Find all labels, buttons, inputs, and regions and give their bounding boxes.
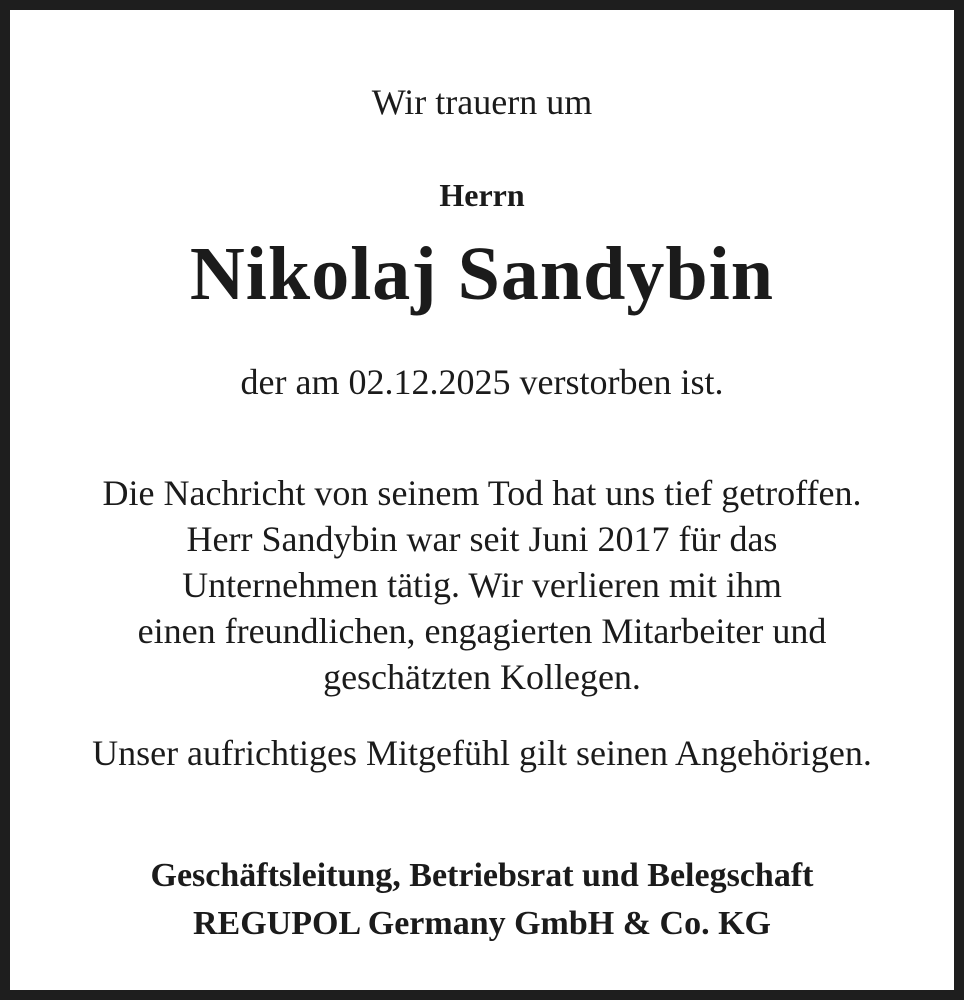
date-of-death-line: der am 02.12.2025 verstorben ist. [240,362,724,402]
signature-block [20,852,944,948]
paragraph-line: Herr Sandybin war seit Juni 2017 für das [186,519,778,559]
sympathy-paragraph [20,730,944,776]
salutation: Herrn [439,177,525,213]
signature-line-company: REGUPOL Germany GmbH & Co. KG [193,905,771,942]
deceased-name: Nikolaj Sandybin [189,232,775,316]
paragraph-line: Unternehmen tätig. Wir verlieren mit ihm [182,565,782,605]
paragraph-line: einen freundlichen, engagierten Mitarbeiter und [137,611,827,651]
sympathy-line: Unser aufrichtiges Mitgefühl gilt seinen Angehörigen. [92,733,872,773]
condolence-paragraph [20,470,944,700]
paragraph-line: geschätzten Kollegen. [323,657,641,697]
paragraph-line: Die Nachricht von seinem Tod hat uns tief getroffen. [102,473,862,513]
intro-text: Wir trauern um [371,82,593,122]
signature-line-departments: Geschäftsleitung, Betriebsrat und Belegschaft [150,857,814,894]
